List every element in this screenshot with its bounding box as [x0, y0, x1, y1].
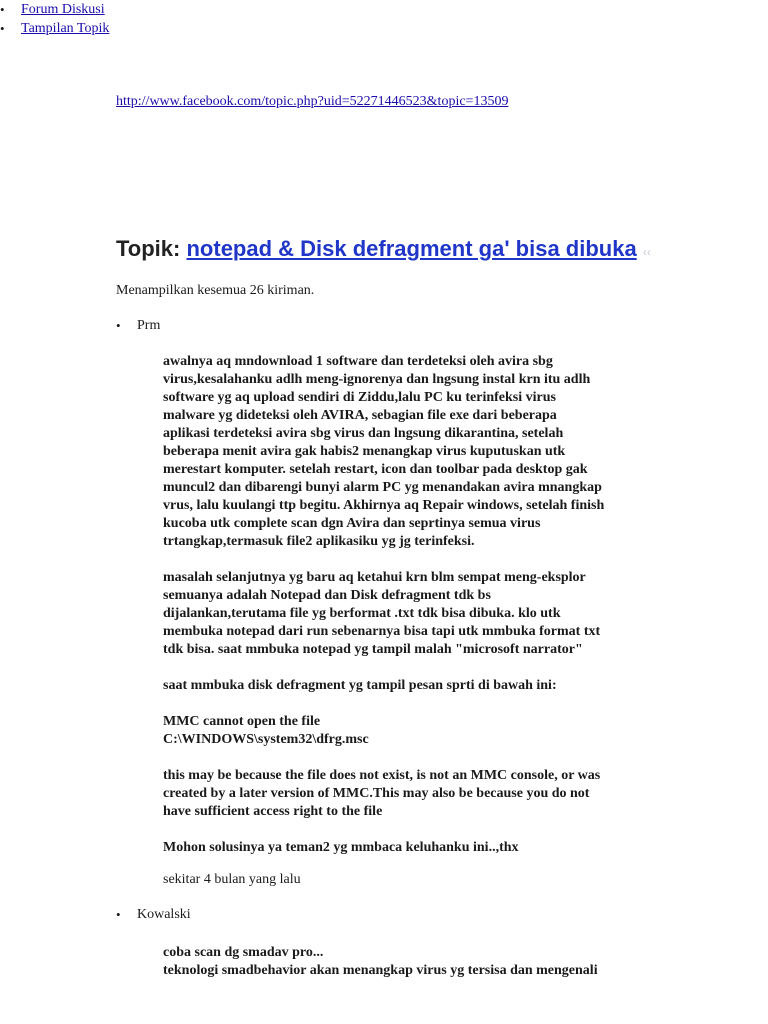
post-body-prm: [163, 353, 663, 875]
nav-list: [0, 0, 768, 38]
post-paragraph: coba scan dg smadav pro... teknologi smadbehavior akan menangkap virus yg tersisa dan mengenali: [163, 945, 598, 978]
post-paragraph: this may be because the file does not exist, is not an MMC console, or was created by a later version of MMC.This may also be because you do not have sufficient access right to the file: [163, 768, 601, 819]
topic-prefix: Topik:: [116, 236, 181, 261]
post-author-kowalski: • Kowalski: [137, 907, 191, 923]
post-paragraph: MMC cannot open the file C:\WINDOWS\system32\dfrg.msc: [163, 714, 369, 747]
topic-title-link[interactable]: notepad & Disk defragment ga' bisa dibuka: [186, 236, 637, 261]
forum-diskusi-link[interactable]: Forum Diskusi: [21, 2, 105, 17]
topic-trailing-mark: ‹‹: [642, 245, 651, 259]
post-timestamp: sekitar 4 bulan yang lalu: [163, 872, 301, 887]
nav-item-forum-diskusi: [0, 0, 768, 19]
post-paragraph: awalnya aq mndownload 1 software dan terdeteksi oleh avira sbg virus,kesalahanku adlh meng-ignorenya dan lngsung instal krn itu adlh software yg aq upload sendiri di Ziddu,lalu PC ku terinfeksi virus malware yg dideteksi oleh AVIRA, sebagian file exe dari beberapa aplikasi terdeteksi avira sbg virus dan lngsung dikarantina, setelah beberapa menit avira gak habis2 menangkap virus kuputuskan utk merestart komputer. setelah restart, icon dan toolbar pada desktop gak muncul2 dan dibarengi bunyi alarm PC yg menandakan avira mnangkap vrus, lalu kuulangi ttp begitu. Akhirnya aq Repair windows, setelah finish kucoba utk complete scan dgn Avira dan seprtinya semua virus trtangkap,termasuk file2 aplikasiku yg jg terinfeksi.: [163, 354, 605, 549]
tampilan-topik-link[interactable]: Tampilan Topik: [21, 21, 110, 36]
post-paragraph: masalah selanjutnya yg baru aq ketahui krn blm sempat meng-eksplor semuanya adalah Notepad dan Disk defragment tdk bs dijalankan,terutama file yg berformat .txt tdk bisa dibuka. klo utk membuka notepad dari run sebenarnya bisa tapi utk mmbuka format txt tdk bisa. saat mmbuka notepad yg tampil malah "microsoft narrator": [163, 570, 601, 657]
post-paragraph: Mohon solusinya ya teman2 yg mmbaca keluhanku ini..,thx: [163, 840, 519, 855]
post-count-summary: Menampilkan kesemua 26 kiriman.: [116, 283, 315, 298]
post-body-kowalski: [163, 944, 663, 998]
topic-heading: [116, 236, 651, 262]
facebook-topic-link[interactable]: http://www.facebook.com/topic.php?uid=52271446523&topic=13509: [116, 94, 509, 109]
post-paragraph: saat mmbuka disk defragment yg tampil pesan sprti di bawah ini:: [163, 678, 557, 693]
nav-item-tampilan-topik: [0, 19, 768, 38]
post-author-prm: • Prm: [137, 318, 160, 334]
